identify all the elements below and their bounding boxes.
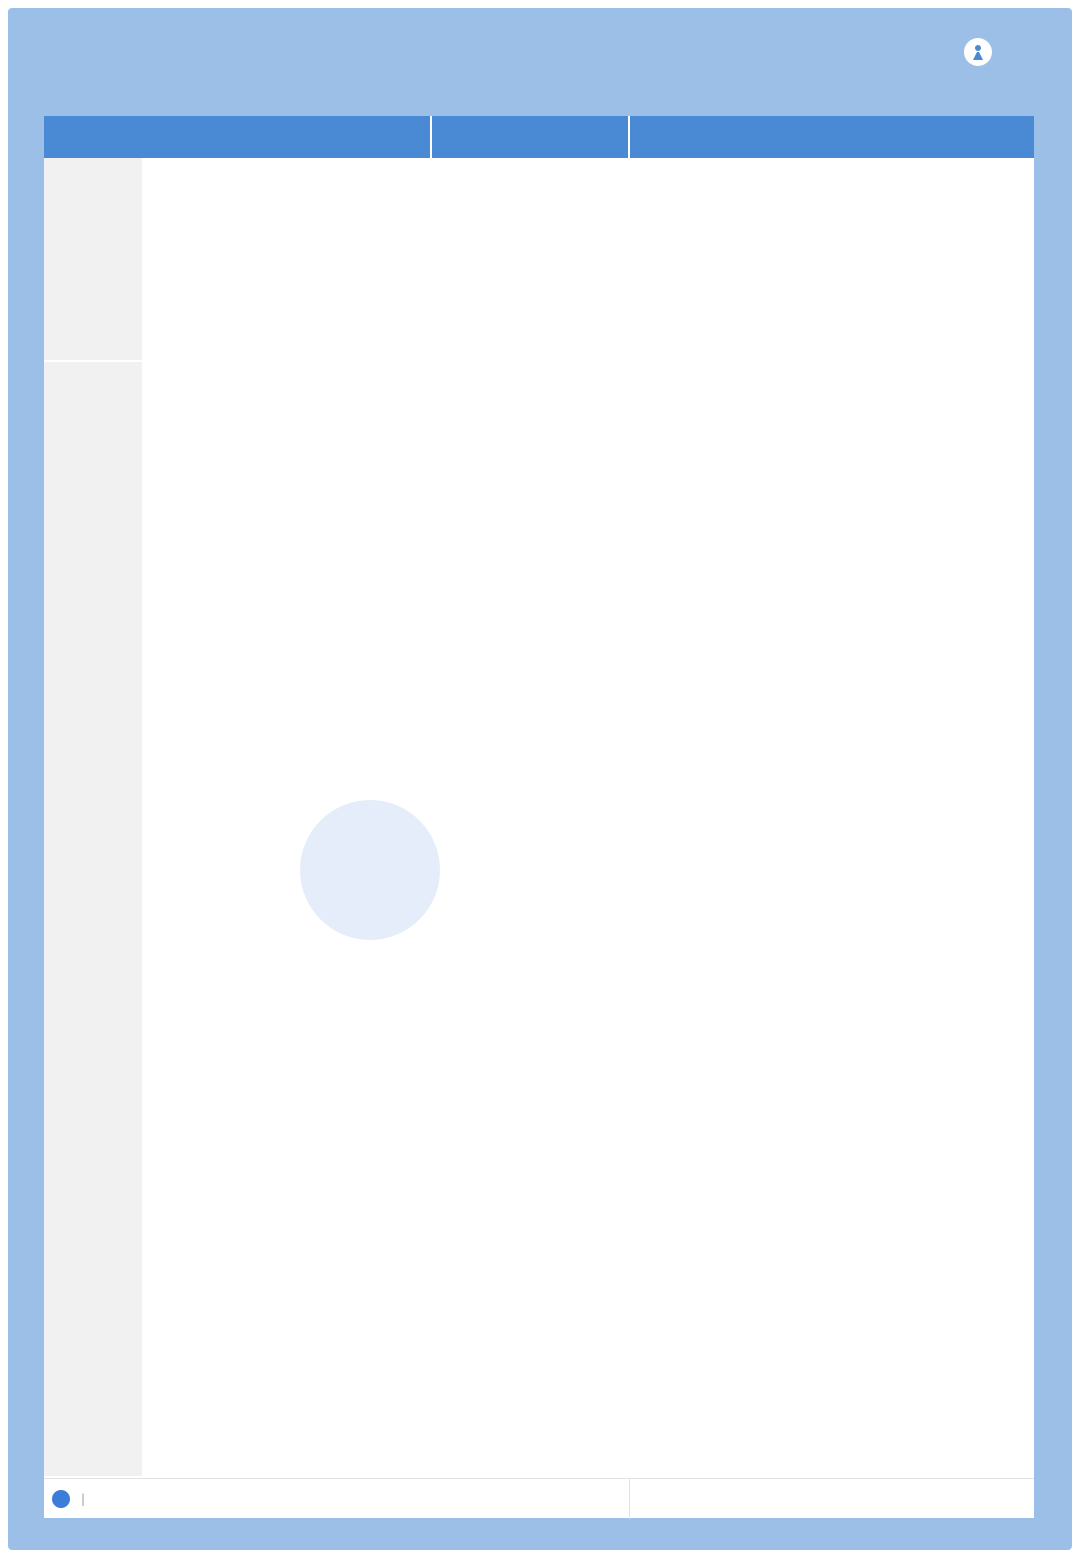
column-header-type [44,116,432,158]
group-main-insurance [44,158,142,362]
column-header-advice [432,116,630,158]
column-header-reason [630,116,1034,158]
brand-logo-icon [964,38,992,66]
footer-separator: | [81,1491,86,1506]
brand-logo [964,38,1000,66]
footer-logo-icon [52,1490,70,1508]
insurance-table [44,116,1034,1517]
table-header [44,116,1034,158]
group-additional-insurance [44,362,142,1478]
footer [44,1478,1034,1518]
